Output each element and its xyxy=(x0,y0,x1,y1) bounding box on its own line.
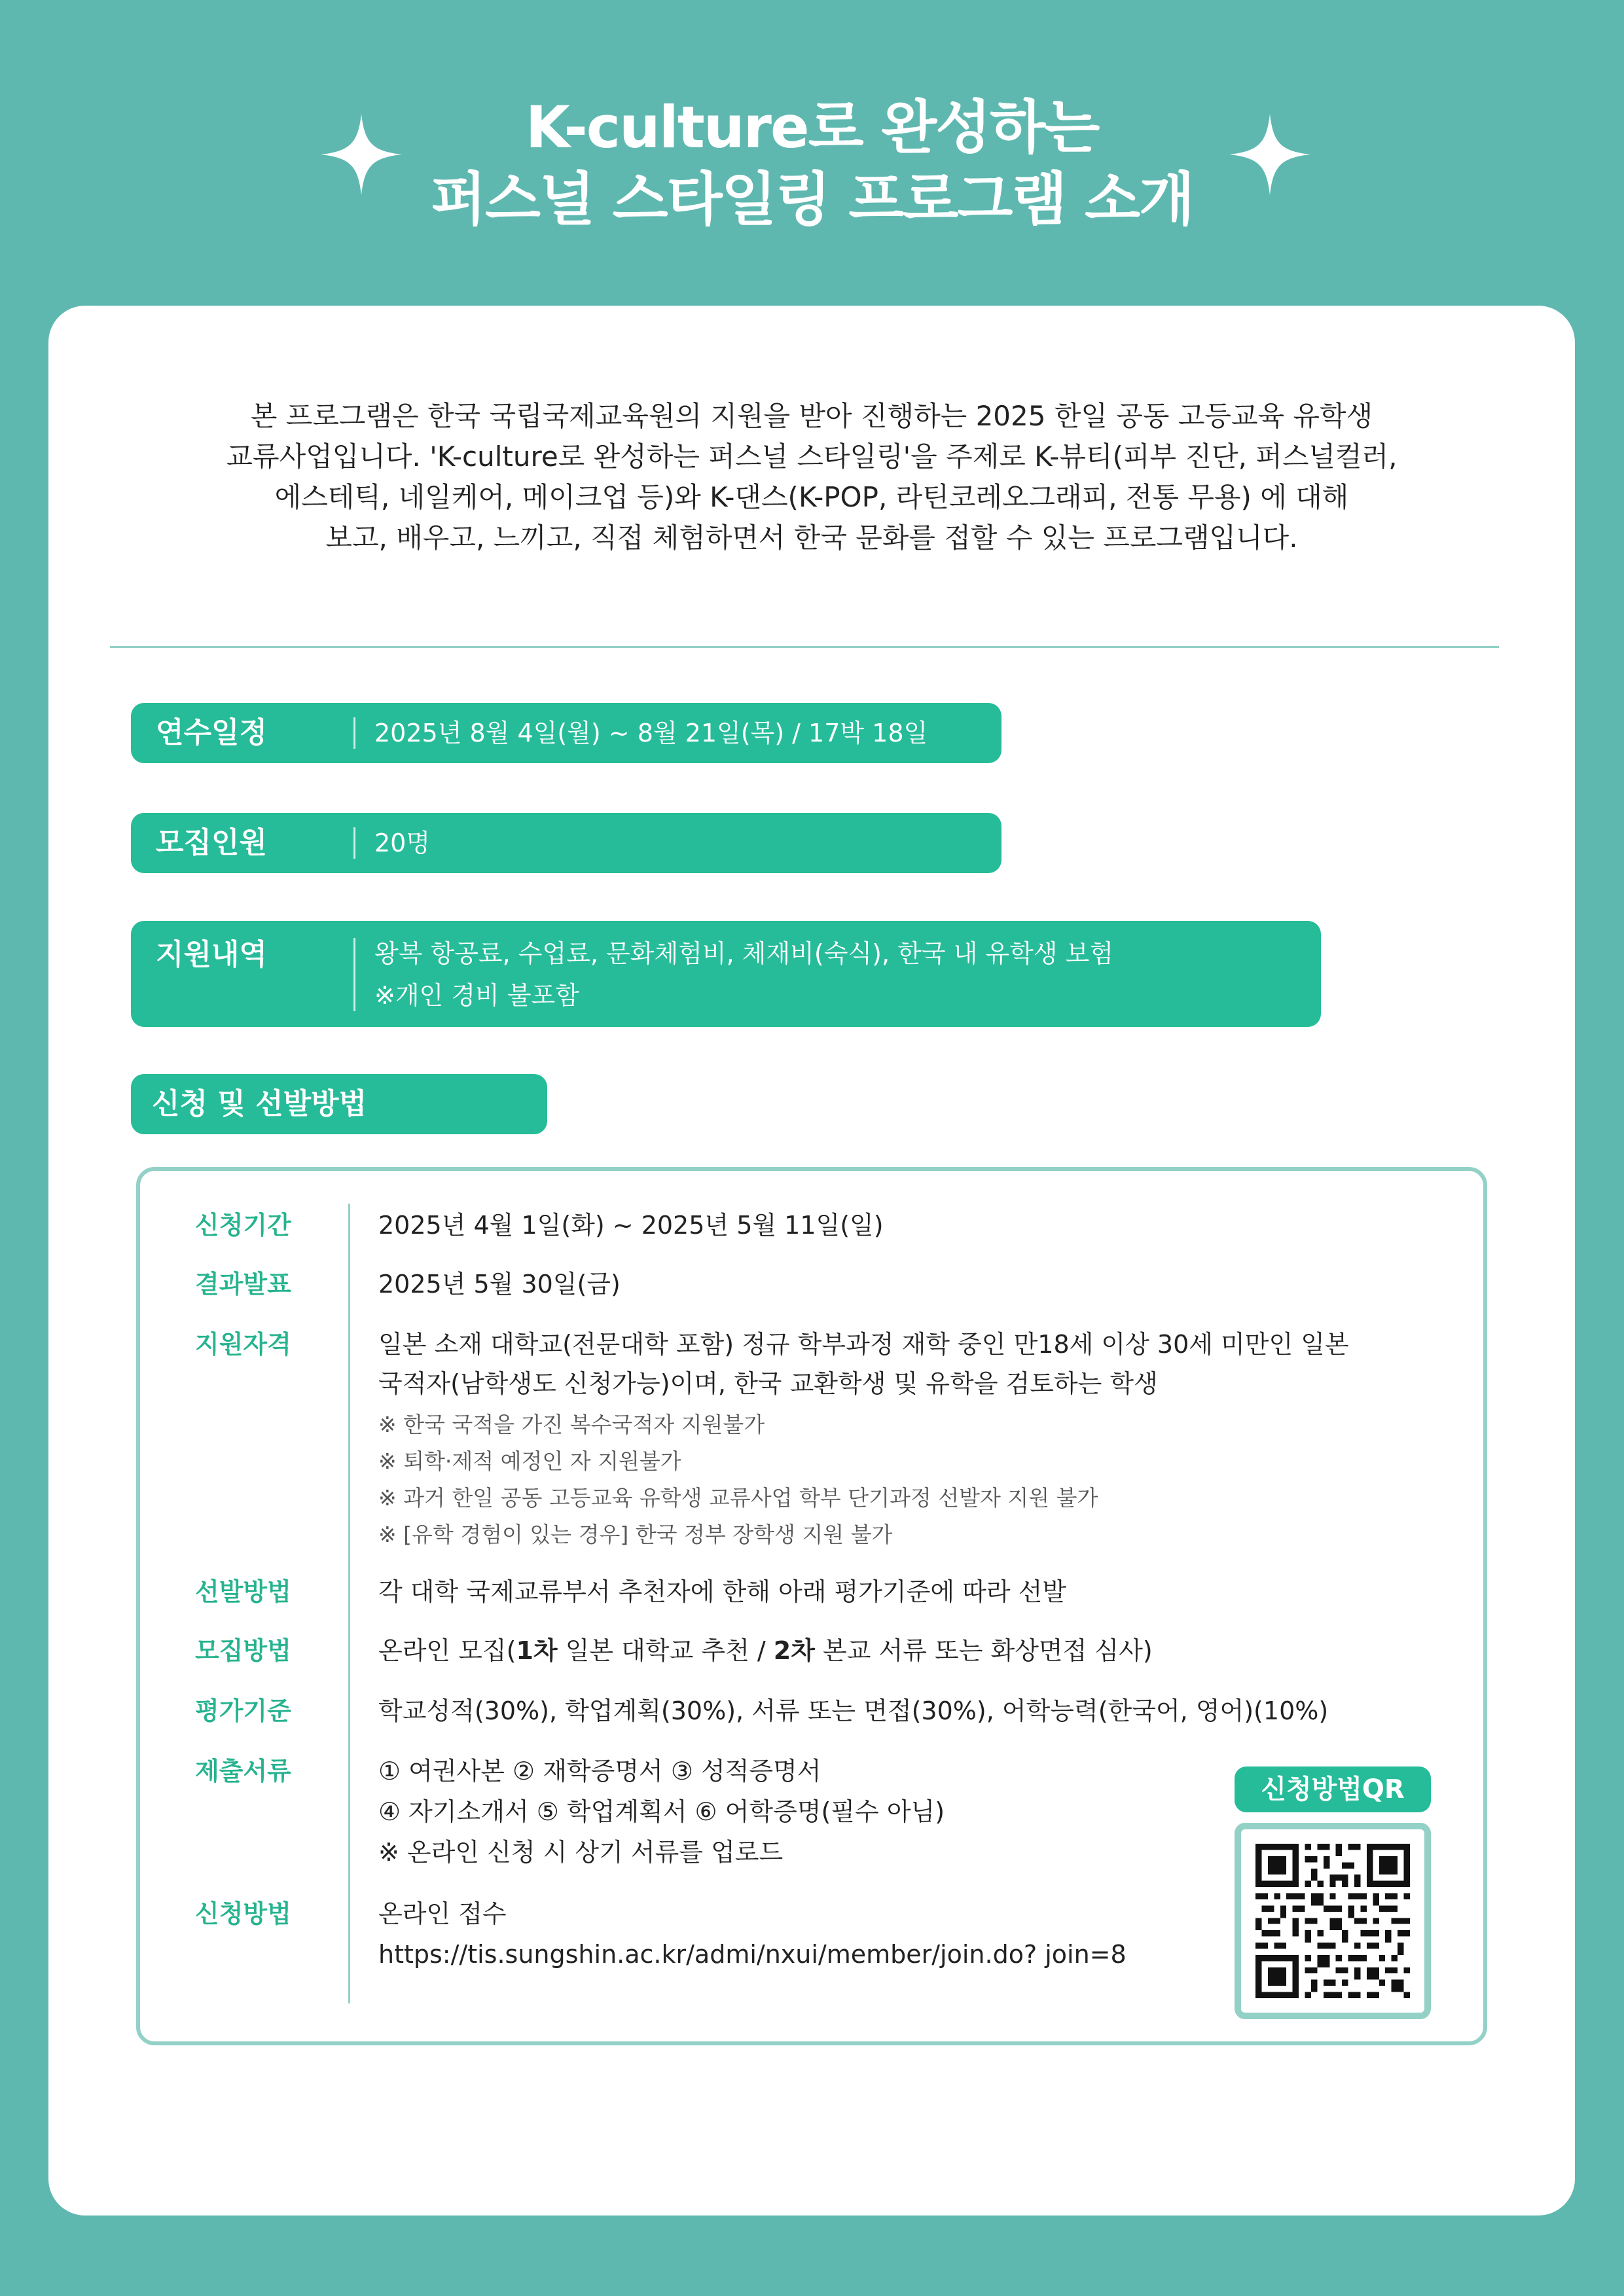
row-text-documents: ④ 자기소개서 ⑤ 학업계획서 ⑥ 어학증명(필수 아님) xyxy=(378,1797,945,1826)
recruit-stage-1: 1차 xyxy=(516,1636,558,1665)
recruit-stage-2: 2차 xyxy=(773,1636,815,1665)
application-url-link[interactable]: https://tis.sungshin.ac.kr/admi/nxui/member/join.do? join=8 xyxy=(378,1940,1127,1969)
eligibility-note: ※ 과거 한일 공동 고등교육 유학생 교류사업 학부 단기과정 선발자 지원 불가 xyxy=(378,1485,1098,1511)
header xyxy=(0,0,1624,301)
intro-paragraph-line: 에스테틱, 네일케어, 메이크업 등)와 K-댄스(K-POP, 라틴코레오그래피, 전통 무용) 에 대해 xyxy=(274,481,1349,513)
recruit-text-part: 본교 서류 또는 화상면접 심사) xyxy=(814,1636,1153,1665)
info-bar-support xyxy=(131,921,1321,1027)
row-label-selection: 선발방법 xyxy=(195,1577,291,1606)
row-text-eligibility: 일본 소재 대학교(전문대학 포함) 정규 학부과정 재학 중인 만18세 이상 30세 미만인 일본 xyxy=(378,1330,1349,1359)
row-text-period: 2025년 4월 1일(화) ~ 2025년 5월 11일(일) xyxy=(378,1211,884,1240)
info-bar-label: 연수일정 xyxy=(156,716,268,749)
page-title-line-2: 퍼스널 스타일링 프로그램 소개 xyxy=(430,166,1193,233)
info-bar-recruit-count xyxy=(131,813,1001,873)
recruit-text-part: 일본 대학교 추천 / xyxy=(557,1636,774,1665)
content-card xyxy=(48,306,1575,2215)
info-bar-schedule xyxy=(131,703,1001,763)
apply-details-box xyxy=(136,1167,1487,2045)
info-bar-note: ※개인 경비 불포함 xyxy=(374,981,579,1010)
row-label-eligibility: 지원자격 xyxy=(195,1330,291,1359)
row-label-method: 신청방법 xyxy=(195,1899,291,1928)
row-label-criteria: 평가기준 xyxy=(195,1696,291,1725)
qr-code-icon xyxy=(1255,1844,1410,1998)
info-bar-value: 2025년 8월 4일(월) ~ 8월 21일(목) / 17박 18일 xyxy=(374,719,928,747)
bar-separator xyxy=(353,938,355,1011)
row-label-documents: 제출서류 xyxy=(195,1757,291,1785)
info-bar-value: 왕복 항공료, 수업료, 문화체험비, 체재비(숙식), 한국 내 유학생 보험 xyxy=(374,939,1114,968)
row-text-result: 2025년 5월 30일(금) xyxy=(378,1270,621,1299)
row-text-criteria: 학교성적(30%), 학업계획(30%), 서류 또는 면접(30%), 어학능력(한국어, 영어)(10%) xyxy=(378,1696,1329,1725)
qr-code[interactable] xyxy=(1235,1823,1431,2019)
intro-paragraph-line: 보고, 배우고, 느끼고, 직접 체험하면서 한국 문화를 접할 수 있는 프로그램입니다. xyxy=(325,522,1298,554)
row-text-documents: ※ 온라인 신청 시 상기 서류를 업로드 xyxy=(378,1838,784,1867)
row-label-period: 신청기간 xyxy=(195,1211,291,1240)
eligibility-note: ※ 한국 국적을 가진 복수국적자 지원불가 xyxy=(378,1412,765,1437)
apply-section-title: 신청 및 선발방법 xyxy=(131,1074,547,1134)
row-label-recruit: 모집방법 xyxy=(195,1636,291,1665)
recruit-text-part: 온라인 모집( xyxy=(378,1636,516,1665)
eligibility-note: ※ 퇴학·제적 예정인 자 지원불가 xyxy=(378,1448,681,1474)
row-text-selection: 각 대학 국제교류부서 추천자에 한해 아래 평가기준에 따라 선발 xyxy=(378,1577,1067,1606)
bar-separator xyxy=(353,827,355,859)
row-label-result: 결과발표 xyxy=(195,1270,291,1299)
page-title-line-1: K-culture로 완성하는 xyxy=(525,94,1099,161)
row-text-method: 온라인 접수 xyxy=(378,1899,507,1928)
label-divider-line xyxy=(348,1204,350,2003)
eligibility-note: ※ [유학 경험이 있는 경우] 한국 정부 장학생 지원 불가 xyxy=(378,1522,893,1547)
info-bar-label: 지원내역 xyxy=(156,938,268,971)
sparkle-icon xyxy=(1229,114,1310,195)
info-bar-value: 20명 xyxy=(374,829,431,857)
section-divider xyxy=(110,646,1499,648)
bar-separator xyxy=(353,717,355,749)
qr-label: 신청방법QR xyxy=(1235,1767,1431,1812)
row-text-recruit xyxy=(378,1630,1153,1671)
row-text-documents: ① 여권사본 ② 재학증명서 ③ 성적증명서 xyxy=(378,1757,821,1785)
row-text-eligibility: 국적자(남학생도 신청가능)이며, 한국 교환학생 및 유학을 검토하는 학생 xyxy=(378,1369,1158,1398)
intro-paragraph-line: 본 프로그램은 한국 국립국제교육원의 지원을 받아 진행하는 2025 한일 공동 고등교육 유학생 xyxy=(250,400,1373,432)
intro-paragraph-line: 교류사업입니다. 'K-culture로 완성하는 퍼스널 스타일링'을 주제로 K-뷰티(피부 진단, 퍼스널컬러, xyxy=(226,440,1398,473)
info-bar-label: 모집인원 xyxy=(156,826,268,859)
